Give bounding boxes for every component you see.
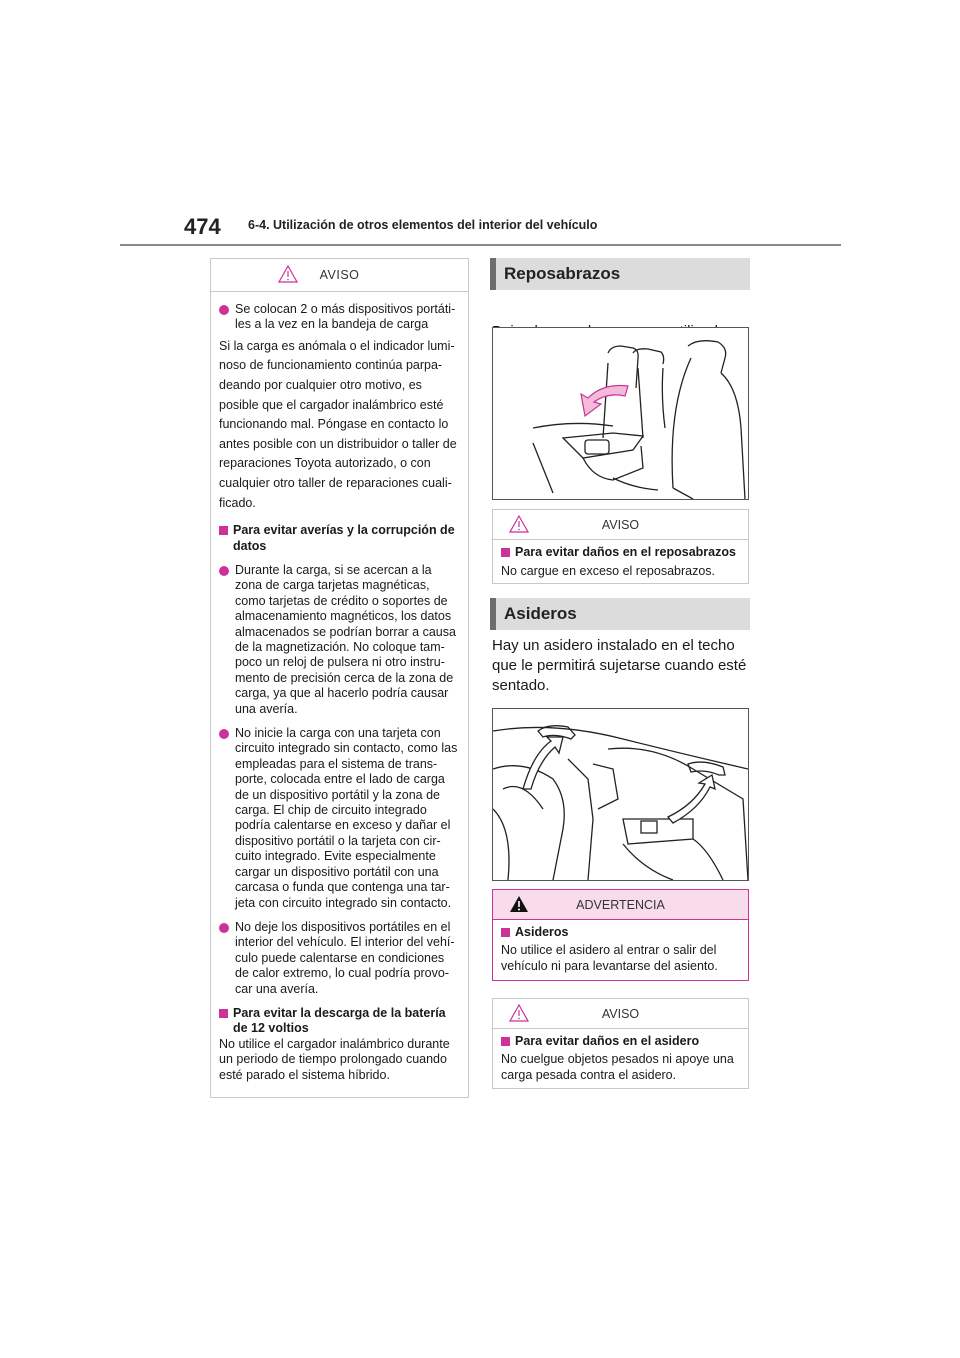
caution-triangle-icon <box>278 265 298 283</box>
text-line: antes posible con un distribuidor o taller de <box>219 436 457 451</box>
text-line: reparaciones Toyota autorizado, o con <box>219 456 431 471</box>
notice-header <box>211 259 468 292</box>
warning-triangle-icon <box>509 895 529 913</box>
text-line: jeta con circuito integrado sin contacto. <box>235 895 452 910</box>
warning-box-grips <box>492 889 749 981</box>
notice-box-charger <box>210 258 469 1098</box>
text-line: como tarjetas de crédito o soportes de <box>235 593 448 608</box>
text-line: de la magnetización. No coloque tam- <box>235 640 445 654</box>
bullet-icon <box>219 566 229 576</box>
text-line: les a la vez en la bandeja de carga <box>235 317 429 332</box>
text-line: de 12 voltios <box>233 1021 309 1036</box>
text-line: de un dispositivo portátil y la zona de <box>235 787 440 802</box>
notice-body <box>211 292 468 1089</box>
caution-triangle-icon <box>509 515 529 533</box>
notice-title: AVISO <box>601 517 640 532</box>
square-bullet-icon <box>219 526 228 535</box>
text-line: un periodo de tiempo prolongado cuando <box>219 1052 447 1067</box>
text-line: carga. El chip de circuito integrado <box>235 803 427 818</box>
text-line: ficado. <box>219 495 256 510</box>
armrest-illustration <box>492 327 749 500</box>
text-line: carga, ya que al hacerlo podría causar <box>235 686 449 701</box>
text-line: Para evitar daños en el reposabrazos <box>515 545 736 559</box>
bullet-icon <box>219 305 229 315</box>
text-line: noso de funcionamiento continúa parpa- <box>219 358 443 373</box>
text-line: No inicie la carga con una tarjeta con <box>235 726 441 741</box>
up-arrow-icon <box>523 737 563 789</box>
bullet-item <box>219 726 460 911</box>
text-line: No cargue en exceso el reposabrazos. <box>501 564 716 579</box>
text-line: No utilice el asidero al entrar o salir del <box>501 943 717 958</box>
text-line: mento de precisión cerca de la zona de <box>235 670 454 685</box>
notice-title: AVISO <box>601 1006 640 1021</box>
text-line: almacenamiento magnéticos, los datos <box>235 609 452 624</box>
text-line: Hay un asidero instalado en el techo <box>492 637 735 654</box>
text-line: Se colocan 2 o más dispositivos portáti- <box>235 302 456 316</box>
text-line: Durante la carga, si se acercan a la <box>235 562 432 577</box>
grip-illustration <box>492 708 749 881</box>
text-line: posible que el cargador inalámbrico esté <box>219 397 444 412</box>
square-bullet-icon <box>219 1009 228 1018</box>
text-line: vehículo ni para levantarse del asiento. <box>501 958 718 973</box>
notice-header <box>493 999 748 1029</box>
text-line: carga pesada contra el asidero. <box>501 1067 677 1082</box>
text-line: cuito integrado. Evite especialmente <box>235 849 436 864</box>
text-line: porte, colocada entre el lado de carga <box>235 772 445 787</box>
text-line: carcasa o funda que contenga una tar- <box>235 880 450 895</box>
chapter-title: 6-4. Utilización de otros elementos del interior del vehículo <box>248 218 598 232</box>
text-line: dispositivo portátil o la tarjeta con cir- <box>235 833 441 848</box>
text-line: Si la carga es anómala o el indicador lumi- <box>219 338 455 353</box>
bullet-item <box>219 563 460 717</box>
text-line: car una avería. <box>235 981 319 996</box>
text-line: zona de carga tarjetas magnéticas, <box>235 578 430 593</box>
text-line: sentado. <box>492 677 550 694</box>
text-line: almacenados se podrían borrar a causa <box>235 624 456 639</box>
warning-body <box>493 920 748 980</box>
section-heading-grips: Asideros <box>490 598 750 630</box>
bullet-icon <box>219 923 229 933</box>
square-bullet-icon <box>501 548 510 557</box>
text-line: deando por cualquier otro motivo, es <box>219 378 422 392</box>
section-heading-armrest: Reposabrazos <box>490 258 750 290</box>
text-line: No utilice el cargador inalámbrico durante <box>219 1036 450 1051</box>
text-line: Para evitar daños en el asidero <box>515 1034 700 1048</box>
text-line: de calor extremo, lo cual podría provo- <box>235 966 449 981</box>
warning-title: ADVERTENCIA <box>576 897 665 912</box>
bullet-item <box>219 920 460 997</box>
notice-body <box>493 1029 748 1089</box>
text-line: una avería. <box>235 701 298 716</box>
text-line: empleadas para el sistema de trans- <box>235 756 438 771</box>
sub-heading <box>219 1006 460 1037</box>
sub-heading <box>219 523 460 554</box>
notice-header <box>493 510 748 540</box>
square-bullet-icon <box>501 928 510 937</box>
text-line: No deje los dispositivos portátiles en el <box>235 919 451 934</box>
up-arrow-icon <box>668 775 715 823</box>
text-line: poco un reloj de pulsera ni otro instru- <box>235 655 445 670</box>
text-line: culo puede calentarse en condiciones <box>235 950 445 965</box>
header-divider <box>120 244 841 246</box>
square-bullet-icon <box>501 1037 510 1046</box>
text-line: cualquier otro taller de reparaciones cuali- <box>219 475 452 490</box>
paragraph <box>219 1037 460 1083</box>
notice-body <box>493 540 748 586</box>
notice-title: AVISO <box>319 268 360 282</box>
sub-heading <box>501 1034 740 1049</box>
text-line: Para evitar la descarga de la batería <box>233 1005 446 1020</box>
sub-heading <box>501 545 740 560</box>
bullet-item <box>219 302 460 333</box>
bullet-icon <box>219 729 229 739</box>
notice-box-armrest <box>492 509 749 584</box>
text-line: circuito integrado sin contacto, como las <box>235 741 458 756</box>
grips-text <box>492 636 746 696</box>
notice-box-grips <box>492 998 749 1089</box>
text-line: podría calentarse en exceso y dañar el <box>235 818 451 833</box>
armrest-drawing <box>493 328 748 499</box>
text-line: que le permitirá sujetarse cuando esté <box>492 657 747 674</box>
text-line: funcionando mal. Póngase en contacto lo <box>219 417 449 432</box>
caution-triangle-icon <box>509 1004 529 1022</box>
warning-header <box>493 890 748 920</box>
text-line: cargar un dispositivo portátil con una <box>235 864 439 879</box>
text-line: interior del vehículo. El interior del vehí- <box>235 935 455 950</box>
text-line: Asideros <box>515 925 569 939</box>
page-number: 474 <box>184 214 221 239</box>
text-line: datos <box>233 538 267 553</box>
text-line: Para evitar averías y la corrupción de <box>233 523 455 538</box>
sub-heading <box>501 925 740 940</box>
text-line: No cuelgue objetos pesados ni apoye una <box>501 1052 734 1067</box>
text-line: esté parado el sistema híbrido. <box>219 1067 390 1082</box>
grip-drawing <box>493 709 748 880</box>
paragraph <box>219 337 460 513</box>
